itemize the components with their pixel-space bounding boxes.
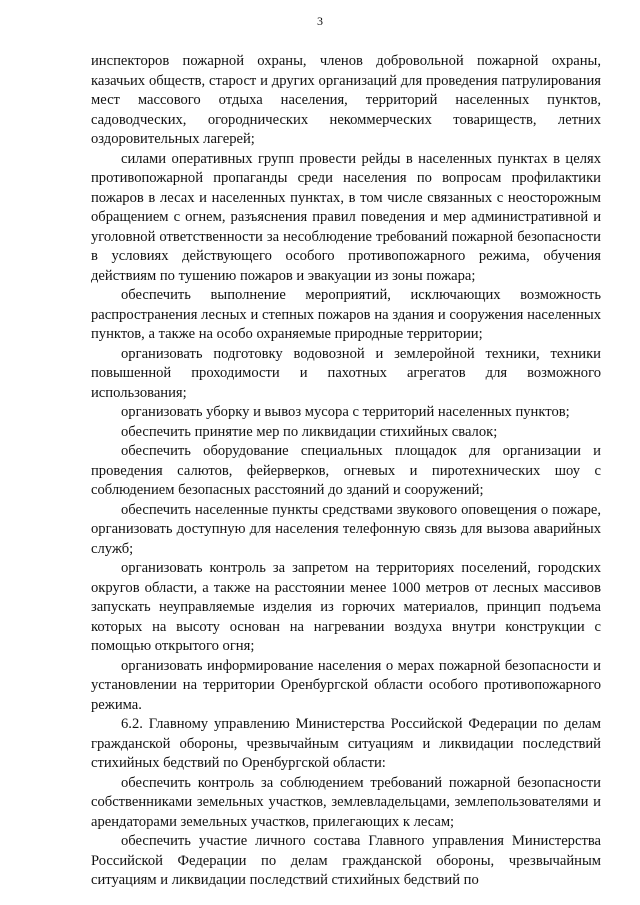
paragraph-equipment-preparation: организовать подготовку водовозной и землеройной техники, техники повышенной проходимости и пахотных агрегатов для возможного использования; (91, 345, 601, 401)
paragraph-section-6-2-heading: 6.2. Главному управлению Министерства Российской Федерации по делам гражданской обороны, чрезвычайным ситуациям и ликвидации последствий стихийных бедствий по Оренбургской области: (91, 716, 601, 771)
paragraph-alert-systems: обеспечить населенные пункты средствами звукового оповещения о пожаре, организовать доступную для населения телефонную связь для вызова аварийных служб; (91, 501, 601, 557)
page-number: 3 (317, 14, 323, 28)
paragraph-lantern-ban: организовать контроль за запретом на территориях поселений, городских округов области, а также на расстоянии менее 1000 метров от лесных массивов запускать неуправляемые изделия из горючих материалов, принцип подъема которых на высоту основан на нагревании воздуха внутри конструкции с помощью открытого огня; (91, 560, 601, 654)
document-body (91, 52, 601, 891)
paragraph-land-owners-control: обеспечить контроль за соблюдением требований пожарной безопасности собственниками земельных участков, землевладельцами, землепользователями и арендаторами земельных участков, прилегающих к лесам; (91, 774, 601, 830)
paragraph-personnel-participation: обеспечить участие личного состава Главного управления Министерства Российской Федерации по делам гражданской обороны, чрезвычайным ситуациям и ликвидации последствий стихийных бедствий по (91, 833, 601, 888)
paragraph-dumps-liquidation: обеспечить принятие мер по ликвидации стихийных свалок; (121, 423, 498, 440)
paragraph-raids: силами оперативных групп провести рейды в населенных пунктах в целях противопожарной пропаганды среди населения по вопросам профилактики пожаров в лесах и населенных пунктах, в том числе связанных с неосторожным обращением с огнем, разъяснения правил поведения и мер административной и уголовной ответственности за несоблюдение требований пожарной безопасности в условиях действующего особого противопожарного режима, обучения действиям по тушению пожаров и эвакуации из зоны пожара; (91, 150, 601, 284)
paragraph-patrol-continuation: инспекторов пожарной охраны, членов добровольной пожарной охраны, казачьих обществ, старост и других организаций для проведения патрулирования мест массового отдыха населения, территорий населенных пунктов, садоводческих, огороднических некоммерческих товариществ, летних оздоровительных лагерей; (91, 53, 601, 147)
paragraph-garbage-removal: организовать уборку и вывоз мусора с территорий населенных пунктов; (121, 404, 570, 420)
paragraph-public-information: организовать информирование населения о мерах пожарной безопасности и установлении на территории Оренбургской области особого противопожарного режима. (91, 657, 601, 713)
paragraph-fireworks-sites: обеспечить оборудование специальных площадок для организации и проведения салютов, фейерверков, огневых и пиротехнических шоу с соблюдением безопасных расстояний до зданий и сооружений; (91, 443, 601, 498)
paragraph-fire-spread-prevention: обеспечить выполнение мероприятий, исключающих возможность распространения лесных и степных пожаров на здания и сооружения населенных пунктов, а также на особо охраняемые природные территории; (91, 287, 601, 342)
